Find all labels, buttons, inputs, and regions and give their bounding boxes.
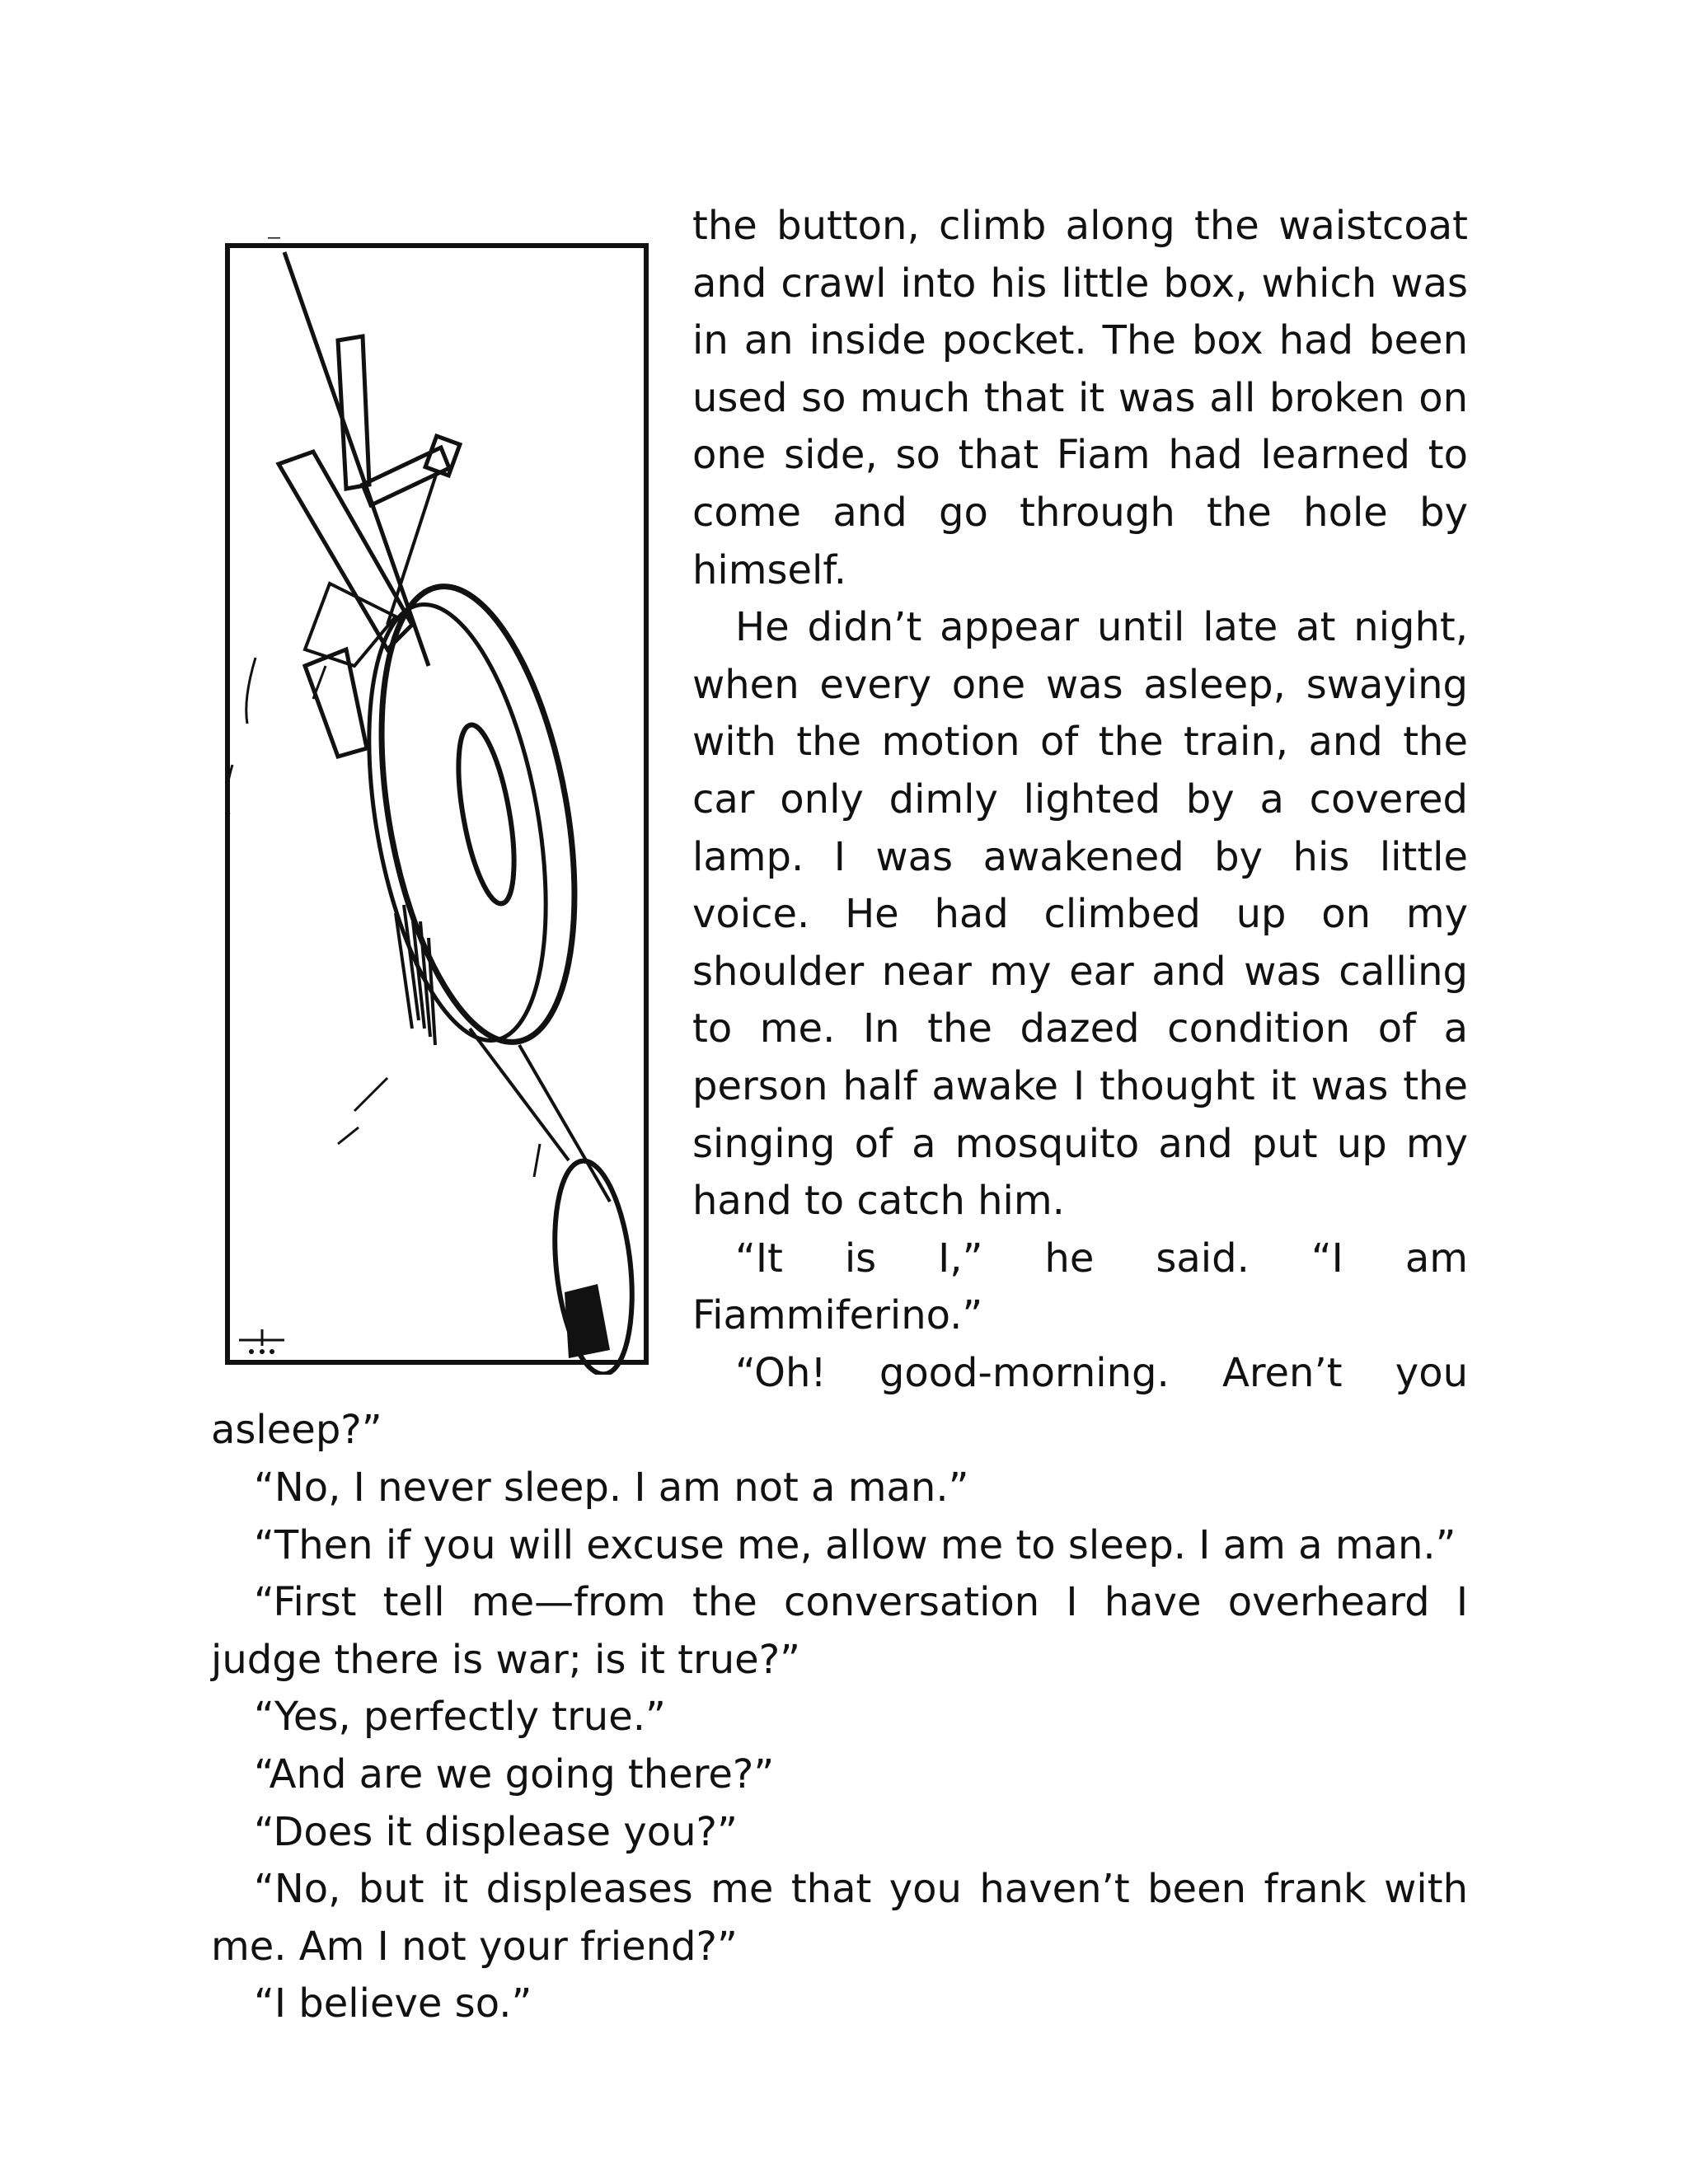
paragraph: “It is I,” he said. “I am Fiammiferino.” [692,1235,1468,1339]
paragraph: “Does it displease you?” [254,1808,738,1855]
illustration-spacer [211,198,692,1401]
paragraph: “No, but it displeases me that you haven’t been frank with me. Am I not your friend?” [211,1866,1468,1970]
paragraph: “Oh! good-morning. Aren’t you asleep?” [211,1349,1468,1454]
paragraph: “I believe so.” [254,1980,532,2027]
paragraph: “First tell me—from the conversation I have overheard I judge there is war; is it true?” [211,1579,1468,1683]
paragraph: “Yes, perfectly true.” [254,1694,666,1741]
paragraph: the button, climb along the waistcoat and crawl into his little box, which was in an inside pocket. The box had been used so much that it was all broken on one side, so that Fiam had learned to come and go through the hole by himself. [692,203,1468,593]
paragraph: “Then if you will excuse me, allow me to sleep. I am a man.” [254,1521,1456,1568]
paragraph: “And are we going there?” [254,1751,775,1798]
paragraph: “No, I never sleep. I am not a man.” [254,1465,969,1511]
body-text [211,198,1468,2033]
paragraph: He didn’t appear until late at night, when every one was asleep, swaying with the motion of the train, and the car only dimly lighted by a covered lamp. I was awakened by his little voice. He had climbed up on my shoulder near my ear and was calling to me. In the dazed condition of a person half awake I thought it was the singing of a mosquito and put up my hand to catch him. [692,604,1468,1225]
